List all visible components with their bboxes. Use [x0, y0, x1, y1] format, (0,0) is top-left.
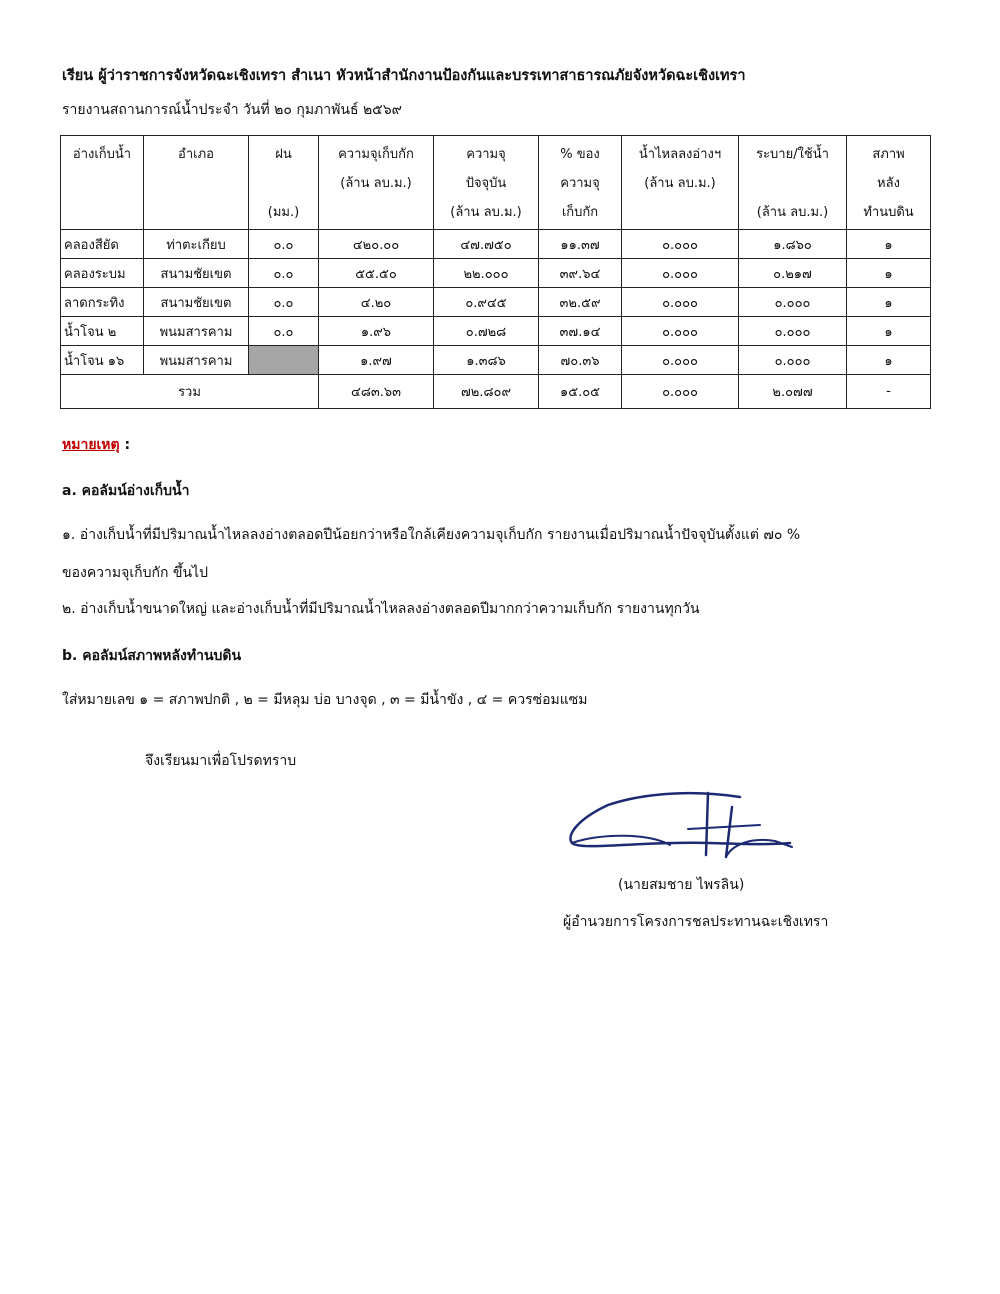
column-header-line: อำเภอ — [178, 147, 214, 162]
cell-inflow: ๐.๐๐๐ — [622, 230, 739, 259]
column-header-line: (มม.) — [267, 205, 300, 220]
cell-status: ๑ — [847, 346, 931, 375]
cell-percent: ๗๐.๓๖ — [539, 346, 622, 375]
column-header-line: ฝน — [275, 147, 292, 162]
cell-capacity: ๑.๙๖ — [319, 317, 434, 346]
cell-inflow: ๐.๐๐๐ — [622, 288, 739, 317]
signer-name: (นายสมชาย ไพรลิน) — [618, 877, 745, 893]
column-header-line: น้ำไหลลงอ่างฯ — [638, 147, 722, 162]
cell-inflow: ๐.๐๐๐ — [622, 317, 739, 346]
cell-status: ๑ — [847, 317, 931, 346]
cell-current: ๐.๙๔๕ — [434, 288, 539, 317]
cell-status: ๑ — [847, 259, 931, 288]
cell-rain: ๐.๐ — [249, 230, 319, 259]
column-header-line: ความจุ — [560, 176, 600, 191]
total-row — [61, 375, 931, 409]
column-header — [319, 136, 434, 230]
column-header-line: ความจุเก็บกัก — [338, 147, 414, 162]
section-a-item-1: ๑. อ่างเก็บน้ำที่มีปริมาณน้ำไหลลงอ่างตลอดปีน้อยกว่าหรือใกล้เคียงความจุเก็บกัก รายงานเมื่อปริมาณน้ำปัจจุบันตั้งแต่ ๗๐ % — [62, 527, 801, 543]
total-percent: ๑๕.๐๕ — [539, 375, 622, 409]
cell-current: ๔๗.๗๕๐ — [434, 230, 539, 259]
total-release: ๒.๐๗๗ — [739, 375, 847, 409]
column-header — [61, 136, 144, 230]
cell-percent: ๓๒.๕๙ — [539, 288, 622, 317]
column-header-line: (ล้าน ลบ.ม.) — [644, 176, 716, 191]
total-current: ๗๒.๘๐๙ — [434, 375, 539, 409]
column-header-line: ทำนบดิน — [863, 205, 914, 220]
cell-percent: ๑๑.๓๗ — [539, 230, 622, 259]
cell-district: พนมสารคาม — [144, 317, 249, 346]
report-title: รายงานสถานการณ์น้ำประจำ วันที่ ๒๐ กุมภาพันธ์ ๒๕๖๙ — [62, 102, 402, 118]
column-header — [249, 136, 319, 230]
column-header-line: สภาพ — [872, 147, 905, 162]
column-header — [144, 136, 249, 230]
cell-capacity: ๕๕.๕๐ — [319, 259, 434, 288]
notes-heading-label: หมายเหตุ — [62, 437, 120, 453]
cell-release: ๐.๐๐๐ — [739, 317, 847, 346]
column-header-line — [742, 169, 843, 198]
total-inflow: ๐.๐๐๐ — [622, 375, 739, 409]
total-status: - — [847, 375, 931, 409]
table-row — [61, 288, 931, 317]
table-row — [61, 259, 931, 288]
column-header-line: ปัจจุบัน — [465, 176, 507, 191]
table-row — [61, 346, 931, 375]
column-header-line — [252, 169, 315, 198]
water-report-table — [60, 135, 931, 409]
cell-status: ๑ — [847, 288, 931, 317]
cell-rain: ๐.๐ — [249, 259, 319, 288]
cell-current: ๐.๗๒๘ — [434, 317, 539, 346]
cell-reservoir: น้ำโจน ๒ — [61, 317, 144, 346]
cell-release: ๐.๐๐๐ — [739, 346, 847, 375]
table-row — [61, 317, 931, 346]
cell-release: ๐.๐๐๐ — [739, 288, 847, 317]
column-header-line: ความจุ — [466, 147, 506, 162]
column-header — [434, 136, 539, 230]
column-header — [847, 136, 931, 230]
cell-capacity: ๑.๙๗ — [319, 346, 434, 375]
column-header-line: % ของ — [560, 147, 600, 162]
cell-status: ๑ — [847, 230, 931, 259]
cell-reservoir: คลองระบม — [61, 259, 144, 288]
cell-rain: ๐.๐ — [249, 317, 319, 346]
table-row — [61, 230, 931, 259]
cell-current: ๒๒.๐๐๐ — [434, 259, 539, 288]
cell-capacity: ๔๒๐.๐๐ — [319, 230, 434, 259]
cell-capacity: ๔.๒๐ — [319, 288, 434, 317]
closing-line: จึงเรียนมาเพื่อโปรดทราบ — [145, 753, 297, 769]
cell-release: ๐.๒๑๗ — [739, 259, 847, 288]
column-header-line: ระบาย/ใช้น้ำ — [756, 147, 829, 162]
cell-inflow: ๐.๐๐๐ — [622, 259, 739, 288]
section-b-item: ใส่หมายเลข ๑ = สภาพปกติ , ๒ = มีหลุม บ่อ บางจุด , ๓ = มีน้ำขัง , ๔ = ควรซ่อมแซม — [62, 692, 588, 708]
table-body — [61, 230, 931, 409]
cell-rain — [249, 346, 319, 375]
cell-district: สนามชัยเขต — [144, 288, 249, 317]
cell-district: ท่าตะเกียบ — [144, 230, 249, 259]
cell-district: พนมสารคาม — [144, 346, 249, 375]
cell-district: สนามชัยเขต — [144, 259, 249, 288]
column-header-line: เก็บกัก — [561, 205, 599, 220]
notes-heading — [62, 434, 130, 456]
address-line: เรียน ผู้ว่าราชการจังหวัดฉะเชิงเทรา สำเนา หัวหน้าสำนักงานป้องกันและบรรเทาสาธารณภัยจังหวัดฉะเชิงเทรา — [62, 68, 746, 84]
column-header-line: อ่างเก็บน้ำ — [72, 147, 132, 162]
cell-reservoir: คลองสียัด — [61, 230, 144, 259]
cell-percent: ๓๙.๖๔ — [539, 259, 622, 288]
cell-current: ๑.๓๘๖ — [434, 346, 539, 375]
section-a-item-1-continued: ของความจุเก็บกัก ขึ้นไป — [62, 565, 208, 581]
table-header-row — [61, 136, 931, 230]
signer-title: ผู้อำนวยการโครงการชลประทานฉะเชิงเทรา — [563, 914, 829, 930]
notes-heading-colon: : — [119, 437, 131, 453]
cell-reservoir: ลาดกระทิง — [61, 288, 144, 317]
section-a-item-2: ๒. อ่างเก็บน้ำขนาดใหญ่ และอ่างเก็บน้ำที่มีปริมาณน้ำไหลลงอ่างตลอดปีมากกว่าความเก็บกัก รายงานทุกวัน — [62, 601, 700, 617]
column-header-line: (ล้าน ลบ.ม.) — [756, 205, 829, 220]
column-header — [622, 136, 739, 230]
column-header — [739, 136, 847, 230]
column-header-line: (ล้าน ลบ.ม.) — [450, 205, 522, 220]
cell-reservoir: น้ำโจน ๑๖ — [61, 346, 144, 375]
cell-inflow: ๐.๐๐๐ — [622, 346, 739, 375]
section-a-title: a. คอลัมน์อ่างเก็บน้ำ — [62, 483, 190, 499]
total-capacity: ๔๘๓.๖๓ — [319, 375, 434, 409]
cell-release: ๑.๘๖๐ — [739, 230, 847, 259]
column-header-line: หลัง — [877, 176, 900, 191]
cell-percent: ๓๗.๑๔ — [539, 317, 622, 346]
cell-rain: ๐.๐ — [249, 288, 319, 317]
column-header — [539, 136, 622, 230]
section-b-title: b. คอลัมน์สภาพหลังทำนบดิน — [62, 648, 242, 664]
total-label: รวม — [61, 375, 319, 409]
column-header-line: (ล้าน ลบ.ม.) — [340, 176, 412, 191]
signature-image — [560, 785, 800, 865]
